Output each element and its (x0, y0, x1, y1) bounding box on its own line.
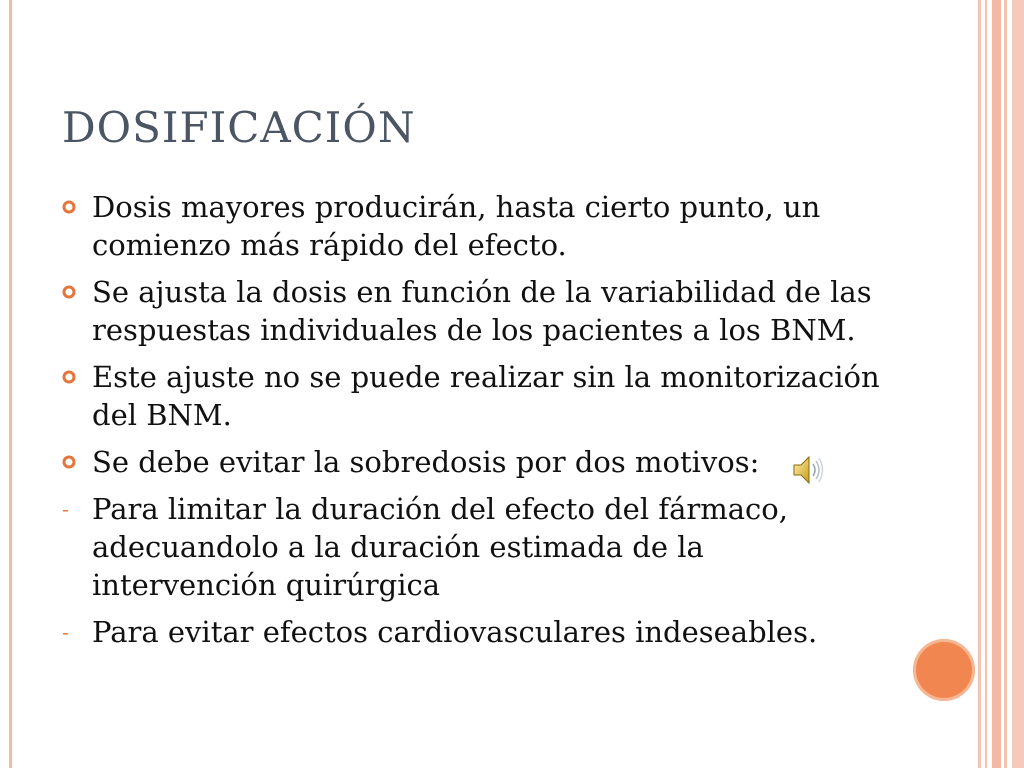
right-frame-band (1004, 0, 1007, 768)
dash-text: Para evitar efectos cardiovasculares indeseables. (92, 615, 818, 649)
dash-marker: - (62, 497, 69, 521)
bullet-text: Se ajusta la dosis en función de la variabilidad de las respuestas individuales de los pacientes a los BNM. (92, 275, 872, 347)
slide-title: DOSIFICACIÓN (62, 103, 416, 152)
dash-text: Para limitar la duración del efecto del fármaco, adecuandolo a la duración estimada de la intervención quirúrgica (92, 492, 788, 602)
dash-item (62, 613, 892, 651)
bullet-item (62, 443, 892, 481)
ring-bullet-icon (62, 285, 76, 299)
dash-marker: - (62, 620, 69, 644)
bullet-text: Se debe evitar la sobredosis por dos motivos: (92, 445, 760, 479)
bullet-item (62, 358, 892, 434)
slide-content (62, 188, 892, 660)
right-frame-band (978, 0, 981, 768)
bullet-item (62, 273, 892, 349)
bullet-text: Este ajuste no se puede realizar sin la monitorización del BNM. (92, 360, 880, 432)
left-frame-line (9, 0, 12, 768)
bullet-item (62, 188, 892, 264)
speaker-icon[interactable] (791, 453, 825, 487)
decorative-circle (913, 639, 975, 701)
ring-bullet-icon (62, 455, 76, 469)
ring-bullet-icon (62, 370, 76, 384)
ring-bullet-icon (62, 200, 76, 214)
right-frame-band (1012, 0, 1024, 768)
right-frame-band (992, 0, 1001, 768)
dash-item (62, 490, 892, 604)
right-frame-band (985, 0, 987, 768)
bullet-text: Dosis mayores producirán, hasta cierto punto, un comienzo más rápido del efecto. (92, 190, 821, 262)
